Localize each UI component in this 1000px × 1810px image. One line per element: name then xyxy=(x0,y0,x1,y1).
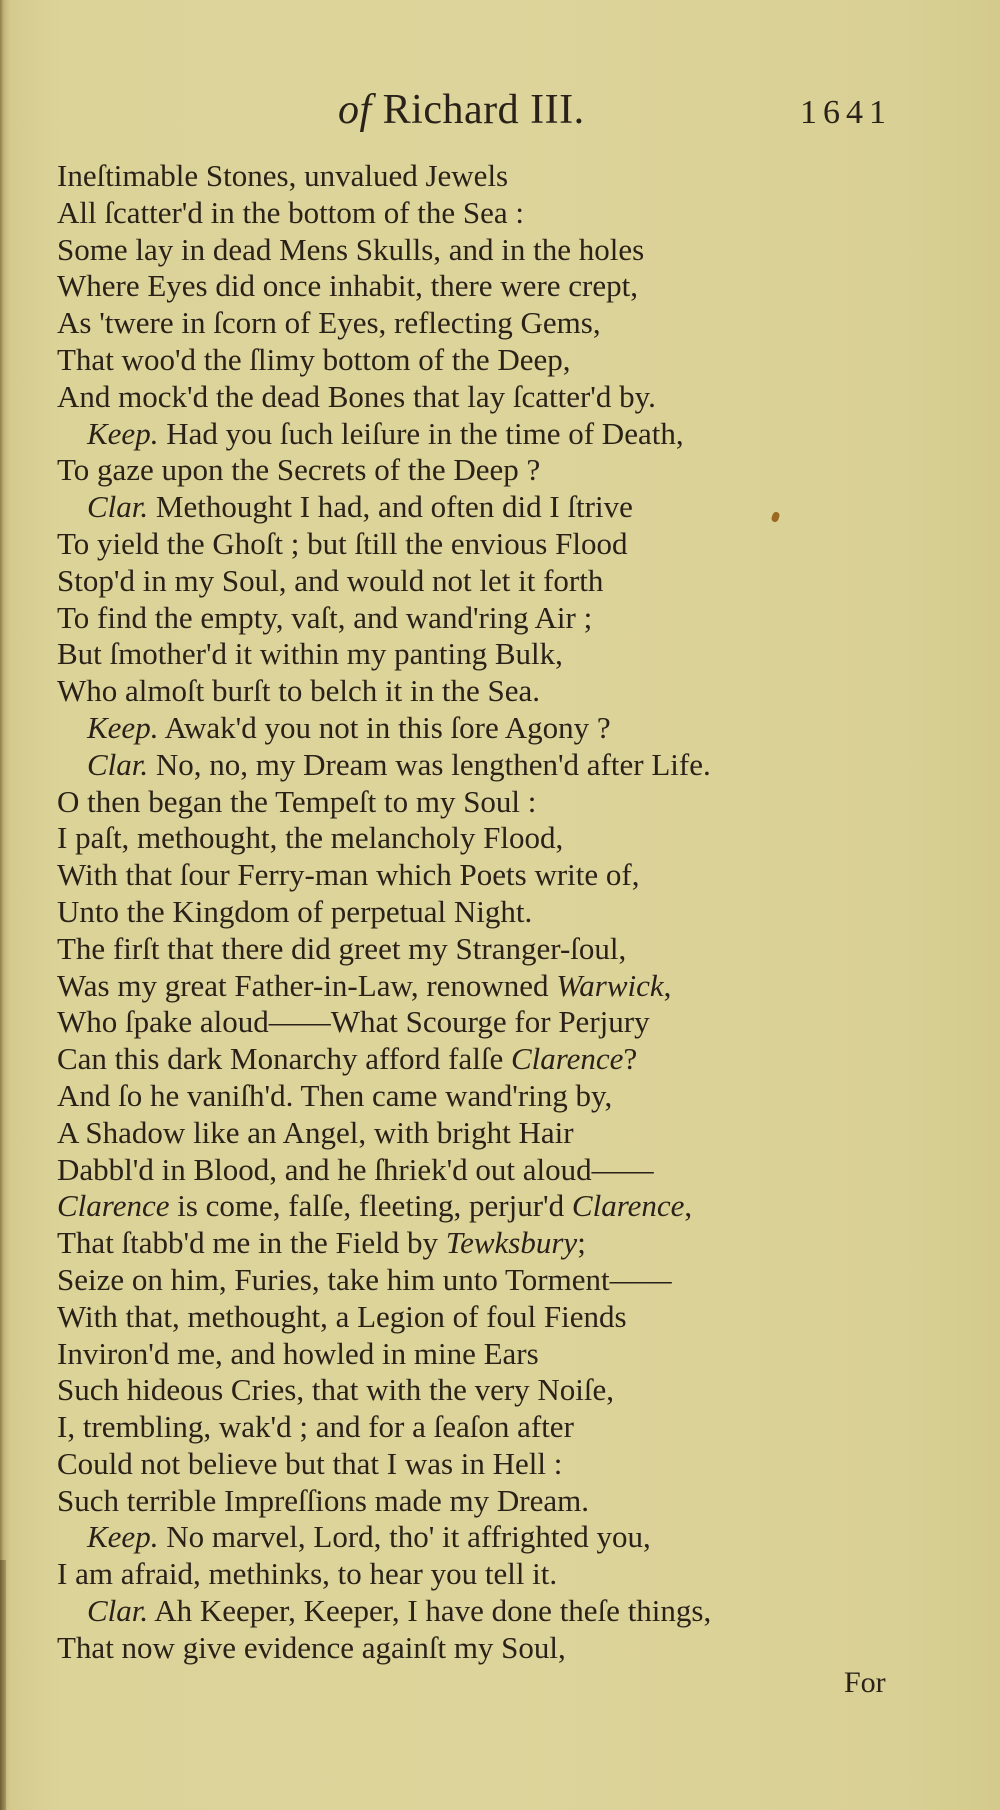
verse-line xyxy=(57,232,877,269)
verse-line xyxy=(57,563,877,600)
verse-line xyxy=(57,710,877,747)
line-text: The firſt that there did greet my Stranger-ſoul, xyxy=(57,930,627,966)
line-text: I paſt, methought, the melancholy Flood, xyxy=(57,820,564,856)
line-text: Methought I had, and often did I ſtrive xyxy=(148,489,633,525)
line-text: With that ſour Ferry-man which Poets write of, xyxy=(57,857,640,893)
line-text: Dabbl'd in Blood, and he ſhriek'd out aloud—— xyxy=(57,1151,654,1187)
line-text: Inviron'd me, and howled in mine Ears xyxy=(57,1335,539,1371)
verse-line xyxy=(57,636,877,673)
verse-line xyxy=(57,1152,877,1189)
verse-line xyxy=(57,1004,877,1041)
verse-line xyxy=(57,1630,877,1667)
line-text: Ah Keeper, Keeper, I have done theſe things, xyxy=(148,1593,712,1629)
line-text: And mock'd the dead Bones that lay ſcatter'd by. xyxy=(57,378,656,414)
verse-line xyxy=(57,820,877,857)
verse-line xyxy=(57,195,877,232)
verse-line xyxy=(57,1078,877,1115)
speaker-prefix: Clar. xyxy=(87,746,149,782)
speaker-prefix: Keep. xyxy=(87,415,159,451)
line-text: Who ſpake aloud——What Scourge for Perjury xyxy=(57,1004,650,1040)
verse-line xyxy=(57,1446,877,1483)
verse-line xyxy=(57,489,877,526)
line-text: Seize on him, Furies, take him unto Torment—— xyxy=(57,1261,672,1297)
verse-line xyxy=(57,452,877,489)
verse-text xyxy=(57,158,877,1667)
line-text: is come, falſe, fleeting, perjur'd xyxy=(169,1188,572,1224)
line-text: Was my great Father-in-Law, renowned xyxy=(57,967,557,1003)
verse-line xyxy=(57,931,877,968)
line-text: Unto the Kingdom of perpetual Night. xyxy=(57,893,533,929)
verse-line xyxy=(57,1556,877,1593)
verse-line xyxy=(57,1299,877,1336)
line-text: Some lay in dead Mens Skulls, and in the holes xyxy=(57,231,645,267)
line-text: I, trembling, wak'd ; and for a ſeaſon after xyxy=(57,1409,574,1445)
italic-name: Clarence xyxy=(510,1041,624,1077)
line-text: As 'twere in ſcorn of Eyes, reflecting Gems, xyxy=(57,305,601,341)
line-text: , xyxy=(663,967,672,1003)
verse-line xyxy=(57,1409,877,1446)
line-text: ; xyxy=(577,1225,586,1261)
running-title xyxy=(338,86,585,134)
line-text: To find the empty, vaſt, and wand'ring Air ; xyxy=(57,599,593,635)
verse-line xyxy=(57,747,877,784)
verse-line xyxy=(57,784,877,821)
verse-line xyxy=(57,968,877,1005)
verse-line xyxy=(57,305,877,342)
line-text: No marvel, Lord, tho' it affrighted you, xyxy=(158,1519,651,1555)
line-text: That ſtabb'd me in the Field by xyxy=(57,1225,446,1261)
line-text: But ſmother'd it within my panting Bulk, xyxy=(57,636,563,672)
line-text: Had you ſuch leiſure in the time of Death, xyxy=(158,415,684,451)
verse-line xyxy=(57,342,877,379)
verse-line xyxy=(57,416,877,453)
line-text: Such terrible Impreſſions made my Dream. xyxy=(57,1482,590,1518)
verse-line xyxy=(57,1372,877,1409)
line-text: To yield the Ghoſt ; but ſtill the envious Flood xyxy=(57,525,628,561)
verse-line xyxy=(57,1519,877,1556)
verse-line xyxy=(57,1188,877,1225)
catchword: For xyxy=(844,1666,886,1699)
line-text: And ſo he vaniſh'd. Then came wand'ring by, xyxy=(57,1077,613,1113)
line-text: Where Eyes did once inhabit, there were crept, xyxy=(57,268,638,304)
speaker-prefix: Clar. xyxy=(87,489,149,525)
italic-name: Warwick xyxy=(556,967,664,1003)
line-text: Ineſtimable Stones, unvalued Jewels xyxy=(57,158,509,193)
verse-line xyxy=(57,1225,877,1262)
verse-line xyxy=(57,600,877,637)
verse-line xyxy=(57,1041,877,1078)
line-text: All ſcatter'd in the bottom of the Sea : xyxy=(57,194,525,230)
verse-line xyxy=(57,1336,877,1373)
binding-gutter xyxy=(0,1560,6,1810)
verse-line xyxy=(57,894,877,931)
line-text: Who almoſt burſt to belch it in the Sea. xyxy=(57,673,540,709)
italic-name: Tewksbury xyxy=(445,1225,578,1261)
line-text: ? xyxy=(623,1041,638,1077)
verse-line xyxy=(57,158,877,195)
verse-line xyxy=(57,379,877,416)
italic-name: Clarence xyxy=(57,1188,170,1224)
running-title-prefix: of xyxy=(338,87,372,133)
line-text: I am afraid, methinks, to hear you tell it. xyxy=(57,1556,558,1592)
speaker-prefix: Keep. xyxy=(87,1519,159,1555)
line-text: Such hideous Cries, that with the very Noiſe, xyxy=(57,1372,615,1408)
verse-line xyxy=(57,268,877,305)
line-text: To gaze upon the Secrets of the Deep ? xyxy=(57,452,541,488)
line-text: O then began the Tempeſt to my Soul : xyxy=(57,783,537,819)
running-title-text: Richard III. xyxy=(382,87,585,133)
speaker-prefix: Keep. xyxy=(87,709,159,745)
line-text: Awak'd you not in this ſore Agony ? xyxy=(158,709,611,745)
line-text: Can this dark Monarchy afford falſe xyxy=(57,1041,511,1077)
verse-line xyxy=(57,857,877,894)
verse-line xyxy=(57,526,877,563)
verse-line xyxy=(57,1483,877,1520)
line-text: That woo'd the ſlimy bottom of the Deep, xyxy=(57,341,571,377)
line-text: Stop'd in my Soul, and would not let it forth xyxy=(57,562,604,598)
italic-name: Clarence xyxy=(571,1188,685,1224)
running-head xyxy=(0,86,1000,146)
line-text: With that, methought, a Legion of foul Fiends xyxy=(57,1298,627,1334)
verse-line xyxy=(57,1262,877,1299)
verse-line xyxy=(57,1115,877,1152)
line-text: , xyxy=(684,1188,693,1224)
line-text: No, no, my Dream was lengthen'd after Life. xyxy=(148,746,711,782)
speaker-prefix: Clar. xyxy=(87,1593,149,1629)
verse-line xyxy=(57,1593,877,1630)
verse-line xyxy=(57,673,877,710)
line-text: A Shadow like an Angel, with bright Hair xyxy=(57,1114,574,1150)
line-text: Could not believe but that I was in Hell : xyxy=(57,1445,563,1481)
line-text: That now give evidence againſt my Soul, xyxy=(57,1629,566,1665)
page-number: 1641 xyxy=(800,94,892,131)
